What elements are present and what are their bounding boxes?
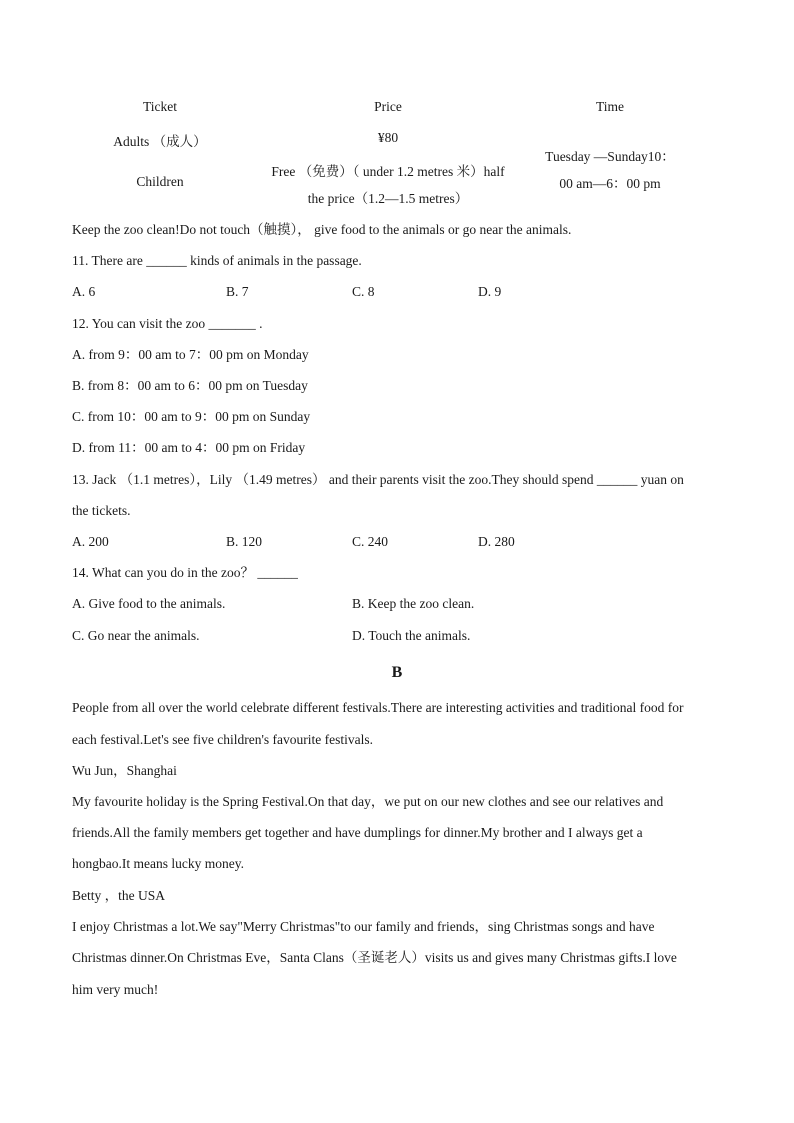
q14-option-a: A. Give food to the animals. <box>72 596 226 611</box>
price-header: Price <box>374 99 402 114</box>
time-line2: 00 am—6：00 pm <box>559 176 661 191</box>
children-price-line2: the price（1.2—1.5 metres） <box>307 191 469 206</box>
entry-name-betty: Betty ，the USA <box>72 888 165 903</box>
section-b-heading: B <box>391 664 403 681</box>
q14-option-c: C. Go near the animals. <box>72 628 200 643</box>
wu-jun-text-line2: friends.All the family members get together and have dumplings for dinner.My brother and I always get a <box>72 825 643 840</box>
adults-ticket: Adults （成人） <box>113 134 207 149</box>
q14-option-b: B. Keep the zoo clean. <box>352 596 475 611</box>
q11-option-c: C. 8 <box>352 284 375 299</box>
q11-option-d: D. 9 <box>478 284 502 299</box>
wu-jun-text-line1: My favourite holiday is the Spring Festival.On that day，we put on our new clothes and see our relatives and <box>72 794 664 809</box>
question-12-stem: 12. You can visit the zoo _______ . <box>72 316 263 331</box>
section-b-intro-line1: People from all over the world celebrate different festivals.There are interesting activities and traditional food for <box>72 700 684 715</box>
betty-text-line2: Christmas dinner.On Christmas Eve，Santa Clans（圣诞老人）visits us and gives many Christmas gifts.I love <box>72 950 677 965</box>
section-b-intro-line2: each festival.Let's see five children's favourite festivals. <box>72 732 373 747</box>
children-price-line1: Free （免费）（ under 1.2 metres 米）half <box>271 164 505 179</box>
q12-option-d: D. from 11：00 am to 4：00 pm on Friday <box>72 440 306 455</box>
question-13-stem-line2: the tickets. <box>72 503 131 518</box>
question-11-stem: 11. There are ______ kinds of animals in the passage. <box>72 253 362 268</box>
question-14-stem: 14. What can you do in the zoo？ ______ <box>72 565 298 580</box>
q13-option-d: D. 280 <box>478 534 515 549</box>
q12-option-a: A. from 9：00 am to 7：00 pm on Monday <box>72 347 309 362</box>
q13-option-b: B. 120 <box>226 534 263 549</box>
q12-option-b: B. from 8：00 am to 6：00 pm on Tuesday <box>72 378 308 393</box>
q11-option-a: A. 6 <box>72 284 96 299</box>
q12-option-c: C. from 10：00 am to 9：00 pm on Sunday <box>72 409 311 424</box>
question-13-stem-line1: 13. Jack （1.1 metres），Lily （1.49 metres） and their parents visit the zoo.They should spend ______ yuan on <box>72 472 684 487</box>
ticket-header: Ticket <box>142 99 177 114</box>
entry-name-wu-jun: Wu Jun，Shanghai <box>72 763 177 778</box>
q11-option-b: B. 7 <box>226 284 249 299</box>
time-header: Time <box>595 99 624 114</box>
q13-option-a: A. 200 <box>72 534 109 549</box>
betty-text-line3: him very much! <box>72 982 159 997</box>
q13-option-c: C. 240 <box>352 534 389 549</box>
q14-option-d: D. Touch the animals. <box>352 628 471 643</box>
zoo-notice: Keep the zoo clean!Do not touch（触摸）， give food to the animals or go near the animals. <box>72 222 572 237</box>
wu-jun-text-line3: hongbao.It means lucky money. <box>72 856 244 871</box>
children-ticket: Children <box>136 174 184 189</box>
time-line1: Tuesday —Sunday10： <box>545 149 675 164</box>
adults-price: ¥80 <box>377 130 399 145</box>
betty-text-line1: I enjoy Christmas a lot.We say"Merry Christmas"to our family and friends，sing Christmas songs and have <box>72 919 655 934</box>
